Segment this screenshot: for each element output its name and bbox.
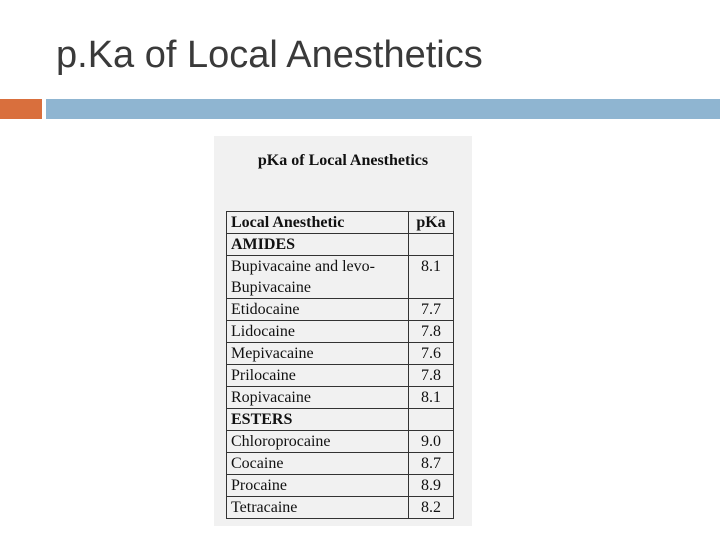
- pka-value: 9.0: [409, 431, 454, 453]
- drug-name: Mepivacaine: [227, 343, 409, 365]
- header-pka: pKa: [409, 212, 454, 234]
- pka-value: 8.7: [409, 453, 454, 475]
- drug-name: Tetracaine: [227, 497, 409, 519]
- pka-value: 7.6: [409, 343, 454, 365]
- drug-name: Cocaine: [227, 453, 409, 475]
- pka-table: [226, 211, 454, 519]
- pka-value: 7.8: [409, 365, 454, 387]
- table-caption: pKa of Local Anesthetics: [257, 152, 429, 169]
- drug-name: Prilocaine: [227, 365, 409, 387]
- pka-value: 8.2: [409, 497, 454, 519]
- accent-bar-orange: [0, 99, 42, 119]
- table-row: [227, 387, 454, 409]
- table-row: [227, 343, 454, 365]
- group-row-esters: [227, 409, 454, 431]
- table-row: [227, 321, 454, 343]
- drug-name: [227, 256, 409, 299]
- group-label: AMIDES: [227, 234, 409, 256]
- pka-value: 8.1: [409, 256, 454, 299]
- drug-name: Chloroprocaine: [227, 431, 409, 453]
- table-row: [227, 299, 454, 321]
- group-row-amides: [227, 234, 454, 256]
- scanned-table-image: [214, 136, 472, 526]
- table-row: [227, 475, 454, 497]
- table-row: [227, 453, 454, 475]
- pka-value: 7.8: [409, 321, 454, 343]
- drug-name: Procaine: [227, 475, 409, 497]
- table-row: [227, 365, 454, 387]
- slide-title: p.Ka of Local Anesthetics: [56, 34, 483, 76]
- drug-name: Lidocaine: [227, 321, 409, 343]
- table-row: [227, 256, 454, 299]
- drug-name: Ropivacaine: [227, 387, 409, 409]
- accent-bar-blue: [46, 99, 720, 119]
- header-local-anesthetic: Local Anesthetic: [227, 212, 409, 234]
- table-row: [227, 497, 454, 519]
- drug-name-line: Bupivacaine and levo-: [231, 258, 375, 275]
- drug-name-line: Bupivacaine: [231, 279, 311, 296]
- pka-value: 8.9: [409, 475, 454, 497]
- pka-value: 7.7: [409, 299, 454, 321]
- table-row: [227, 431, 454, 453]
- table-header-row: [227, 212, 454, 234]
- pka-value: 8.1: [409, 387, 454, 409]
- drug-name: Etidocaine: [227, 299, 409, 321]
- group-label: ESTERS: [227, 409, 409, 431]
